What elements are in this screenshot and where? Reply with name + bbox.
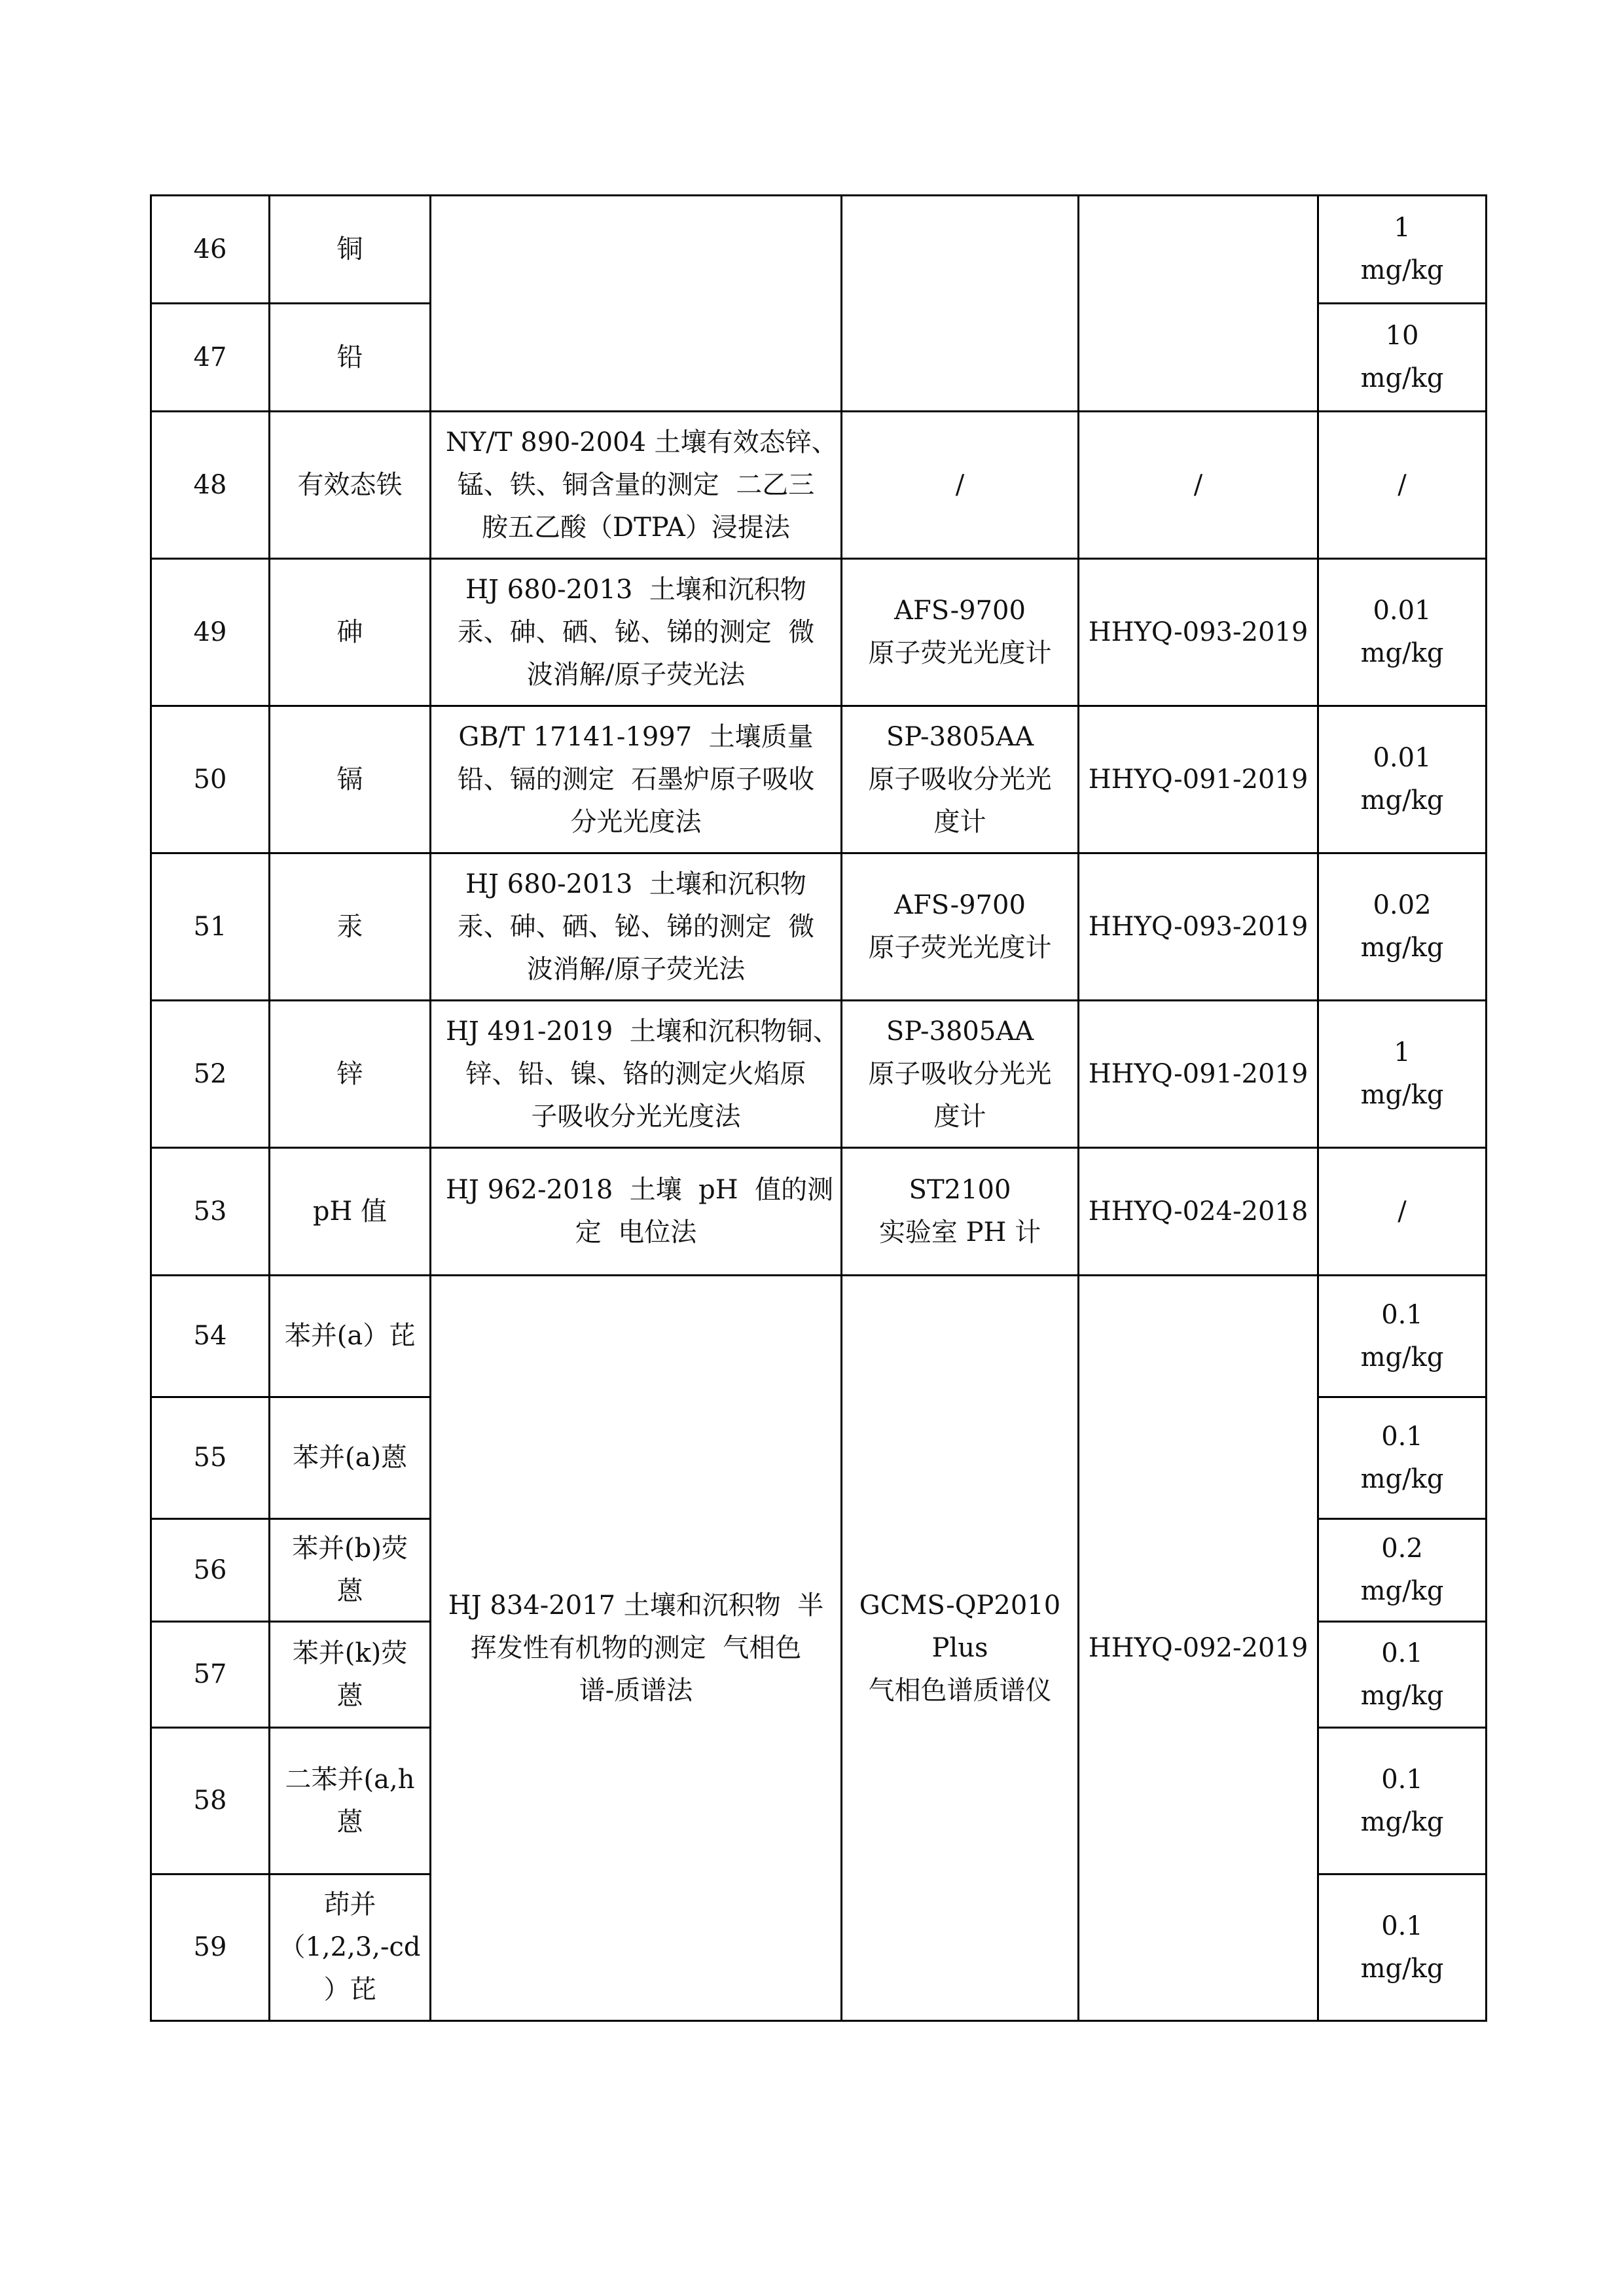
- instrument-cell-line: 实验室 PH 计: [878, 1217, 1041, 1247]
- table-row: [151, 1001, 1487, 1148]
- test-item-cell: 有效态铁: [270, 412, 431, 559]
- detection-limit-cell: [1318, 1622, 1487, 1728]
- detection-limit-cell-line: 0.02: [1373, 890, 1432, 920]
- instrument-cell: [842, 853, 1079, 1001]
- test-item-cell-line: 苯并(a）芘: [284, 1321, 416, 1351]
- detection-limit-cell: [1318, 1001, 1487, 1148]
- row-number-cell: 53: [151, 1148, 270, 1276]
- test-item-cell: 铜: [270, 196, 431, 304]
- instrument-cell-line: Plus: [931, 1632, 988, 1663]
- detection-limit-cell: [1318, 412, 1487, 559]
- instrument-cell-empty: [842, 196, 1079, 412]
- detection-limit-cell-line: mg/kg: [1360, 1463, 1444, 1494]
- detection-limit-cell-line: mg/kg: [1360, 638, 1444, 668]
- detection-limit-cell: [1318, 706, 1487, 853]
- row-number-cell: 48: [151, 412, 270, 559]
- detection-limit-cell: [1318, 1728, 1487, 1874]
- detection-limit-cell-line: mg/kg: [1360, 1342, 1444, 1372]
- instrument-cell-line: SP-3805AA: [886, 721, 1034, 752]
- instrument-cell-line: 原子荧光光度计: [868, 933, 1052, 963]
- table-row: [151, 706, 1487, 853]
- instrument-cell-line: /: [955, 469, 965, 500]
- detection-limit-cell-line: /: [1398, 1196, 1407, 1227]
- detection-limit-cell-line: mg/kg: [1360, 785, 1444, 816]
- method-cell-line: HJ 834-2017 土壤和沉积物 半: [448, 1590, 824, 1621]
- detection-limit-cell-line: 1: [1394, 1037, 1411, 1067]
- method-cell-line: 挥发性有机物的测定 气相色: [470, 1632, 802, 1663]
- method-cell-line: 胺五乙酸（DTPA）浸提法: [482, 512, 790, 543]
- test-item-cell-line: 蒽: [336, 1576, 363, 1606]
- method-cell-line: HJ 962-2018 土壤 pH 值的测: [446, 1175, 834, 1205]
- detection-limit-cell-line: 0.1: [1381, 1421, 1423, 1452]
- detection-limit-cell: [1318, 1874, 1487, 2021]
- instrument-cell: [842, 1148, 1079, 1276]
- instrument-cell: [842, 412, 1079, 559]
- row-number-cell: 56: [151, 1519, 270, 1622]
- detection-limit-cell: [1318, 196, 1487, 304]
- detection-limit-cell: [1318, 1519, 1487, 1622]
- table-row: [151, 412, 1487, 559]
- method-cell-line: 锰、铁、铜含量的测定 二乙三: [457, 469, 815, 500]
- detection-limit-cell-line: mg/kg: [1360, 933, 1444, 963]
- detection-limit-cell: [1318, 559, 1487, 706]
- detection-limit-cell-line: mg/kg: [1360, 363, 1444, 393]
- equipment-no-cell: /: [1079, 412, 1318, 559]
- row-number-cell: 47: [151, 304, 270, 412]
- test-item-cell-line: ）芘: [323, 1975, 376, 2005]
- instrument-cell-line: 原子吸收分光光: [868, 764, 1052, 795]
- equipment-no-cell: HHYQ-024-2018: [1079, 1148, 1318, 1276]
- table-row: [151, 196, 1487, 304]
- detection-limit-cell-line: mg/kg: [1360, 1680, 1444, 1711]
- detection-limit-cell-line: 10: [1385, 321, 1419, 351]
- table-row: [151, 1276, 1487, 1397]
- test-item-cell: [270, 1622, 431, 1728]
- method-cell: [431, 706, 842, 853]
- equipment-no-cell: HHYQ-093-2019: [1079, 853, 1318, 1001]
- method-cell-line: 锌、铅、镍、铬的测定火焰原: [465, 1058, 806, 1089]
- test-item-cell: 镉: [270, 706, 431, 853]
- test-item-cell: pH 值: [270, 1148, 431, 1276]
- test-item-cell: 铅: [270, 304, 431, 412]
- detection-limit-cell-line: 0.1: [1381, 1638, 1423, 1668]
- test-item-cell-line: 茚并: [323, 1890, 376, 1920]
- method-cell-line: 铅、镉的测定 石墨炉原子吸收: [457, 764, 815, 795]
- test-item-cell: [270, 1276, 431, 1397]
- detection-limit-cell-line: 0.1: [1381, 1764, 1423, 1795]
- row-number-cell: 51: [151, 853, 270, 1001]
- test-item-cell: 砷: [270, 559, 431, 706]
- test-item-cell-line: 苯并(a)蒽: [292, 1443, 408, 1473]
- row-number-cell: 46: [151, 196, 270, 304]
- method-cell-line: NY/T 890-2004 土壤有效态锌、: [446, 427, 838, 457]
- method-cell-line: HJ 491-2019 土壤和沉积物铜、: [446, 1016, 839, 1047]
- test-item-cell-line: 二苯并(a,h: [285, 1764, 415, 1795]
- instrument-cell-line: 度计: [933, 806, 986, 837]
- instrument-cell-line: 度计: [933, 1101, 986, 1132]
- method-cell-line: 汞、砷、硒、铋、锑的测定 微: [457, 617, 815, 647]
- instrument-cell-line: 气相色谱质谱仪: [868, 1675, 1052, 1706]
- method-cell-line: HJ 680-2013 土壤和沉积物: [465, 574, 806, 605]
- instrument-cell-line: AFS-9700: [894, 890, 1026, 920]
- test-item-cell-line: 蒽: [336, 1680, 363, 1711]
- detection-limit-cell: [1318, 1148, 1487, 1276]
- detection-limit-cell: [1318, 304, 1487, 412]
- detection-limit-cell-line: mg/kg: [1360, 1080, 1444, 1110]
- instrument-cell: [842, 706, 1079, 853]
- equipment-no-cell: HHYQ-093-2019: [1079, 559, 1318, 706]
- method-cell-empty: [431, 196, 842, 412]
- method-cell-line: 定 电位法: [575, 1217, 697, 1247]
- detection-limit-cell-line: 1: [1394, 213, 1411, 243]
- method-cell-line: 谱-质谱法: [579, 1675, 693, 1706]
- test-item-cell: [270, 1728, 431, 1874]
- detection-limit-cell-line: mg/kg: [1360, 1576, 1444, 1606]
- instrument-cell-line: 原子吸收分光光: [868, 1058, 1052, 1089]
- instrument-cell-line: AFS-9700: [894, 596, 1026, 626]
- method-cell-line: 波消解/原子荧光法: [526, 954, 746, 984]
- table-row: [151, 853, 1487, 1001]
- row-number-cell: 52: [151, 1001, 270, 1148]
- detection-limit-cell-line: mg/kg: [1360, 255, 1444, 285]
- row-number-cell: 50: [151, 706, 270, 853]
- detection-limit-cell-line: mg/kg: [1360, 1806, 1444, 1837]
- table-row: [151, 559, 1487, 706]
- method-cell: [431, 412, 842, 559]
- method-cell: [431, 559, 842, 706]
- method-cell-line: 子吸收分光光度法: [531, 1101, 741, 1132]
- method-cell-line: GB/T 17141-1997 土壤质量: [458, 721, 814, 752]
- row-number-cell: 54: [151, 1276, 270, 1397]
- detection-limit-cell-line: /: [1398, 469, 1407, 500]
- row-number-cell: 59: [151, 1874, 270, 2021]
- detection-limit-cell-line: 0.1: [1381, 1299, 1423, 1330]
- test-item-cell: [270, 1397, 431, 1519]
- detection-limit-cell-line: 0.01: [1373, 596, 1432, 626]
- row-number-cell: 57: [151, 1622, 270, 1728]
- instrument-cell-line: GCMS-QP2010: [859, 1590, 1061, 1621]
- test-method-table: [150, 194, 1487, 2022]
- method-cell: [431, 1148, 842, 1276]
- test-item-cell-line: （1,2,3,-cd: [279, 1932, 421, 1962]
- method-cell-line: HJ 680-2013 土壤和沉积物: [465, 869, 806, 899]
- table-row: [151, 1148, 1487, 1276]
- method-cell: [431, 1001, 842, 1148]
- row-number-cell: 49: [151, 559, 270, 706]
- detection-limit-cell-line: 0.2: [1381, 1534, 1423, 1564]
- detection-limit-cell: [1318, 853, 1487, 1001]
- method-cell-line: 分光光度法: [570, 806, 702, 837]
- detection-limit-cell: [1318, 1276, 1487, 1397]
- row-number-cell: 58: [151, 1728, 270, 1874]
- row-number-cell: 55: [151, 1397, 270, 1519]
- detection-limit-cell-line: 0.01: [1373, 743, 1432, 773]
- method-cell-line: 波消解/原子荧光法: [526, 659, 746, 690]
- test-item-cell-line: 苯并(k)荧: [292, 1638, 408, 1668]
- detection-limit-cell: [1318, 1397, 1487, 1519]
- equipment-no-cell: HHYQ-092-2019: [1079, 1276, 1318, 2021]
- test-item-cell: 汞: [270, 853, 431, 1001]
- test-item-cell: [270, 1519, 431, 1622]
- instrument-cell: [842, 1001, 1079, 1148]
- instrument-cell-line: ST2100: [909, 1175, 1011, 1205]
- test-item-cell-line: 蒽: [336, 1806, 363, 1837]
- equipment-no-cell-empty: [1079, 196, 1318, 412]
- test-item-cell: 锌: [270, 1001, 431, 1148]
- method-cell: [431, 1276, 842, 2021]
- instrument-cell: [842, 1276, 1079, 2021]
- detection-limit-cell-line: 0.1: [1381, 1910, 1423, 1941]
- instrument-cell-line: 原子荧光光度计: [868, 638, 1052, 668]
- detection-limit-cell-line: mg/kg: [1360, 1953, 1444, 1984]
- equipment-no-cell: HHYQ-091-2019: [1079, 1001, 1318, 1148]
- method-cell: [431, 853, 842, 1001]
- test-item-cell-line: 苯并(b)荧: [292, 1534, 408, 1564]
- test-item-cell: [270, 1874, 431, 2021]
- instrument-cell: [842, 559, 1079, 706]
- instrument-cell-line: SP-3805AA: [886, 1016, 1034, 1047]
- equipment-no-cell: HHYQ-091-2019: [1079, 706, 1318, 853]
- method-cell-line: 汞、砷、硒、铋、锑的测定 微: [457, 911, 815, 942]
